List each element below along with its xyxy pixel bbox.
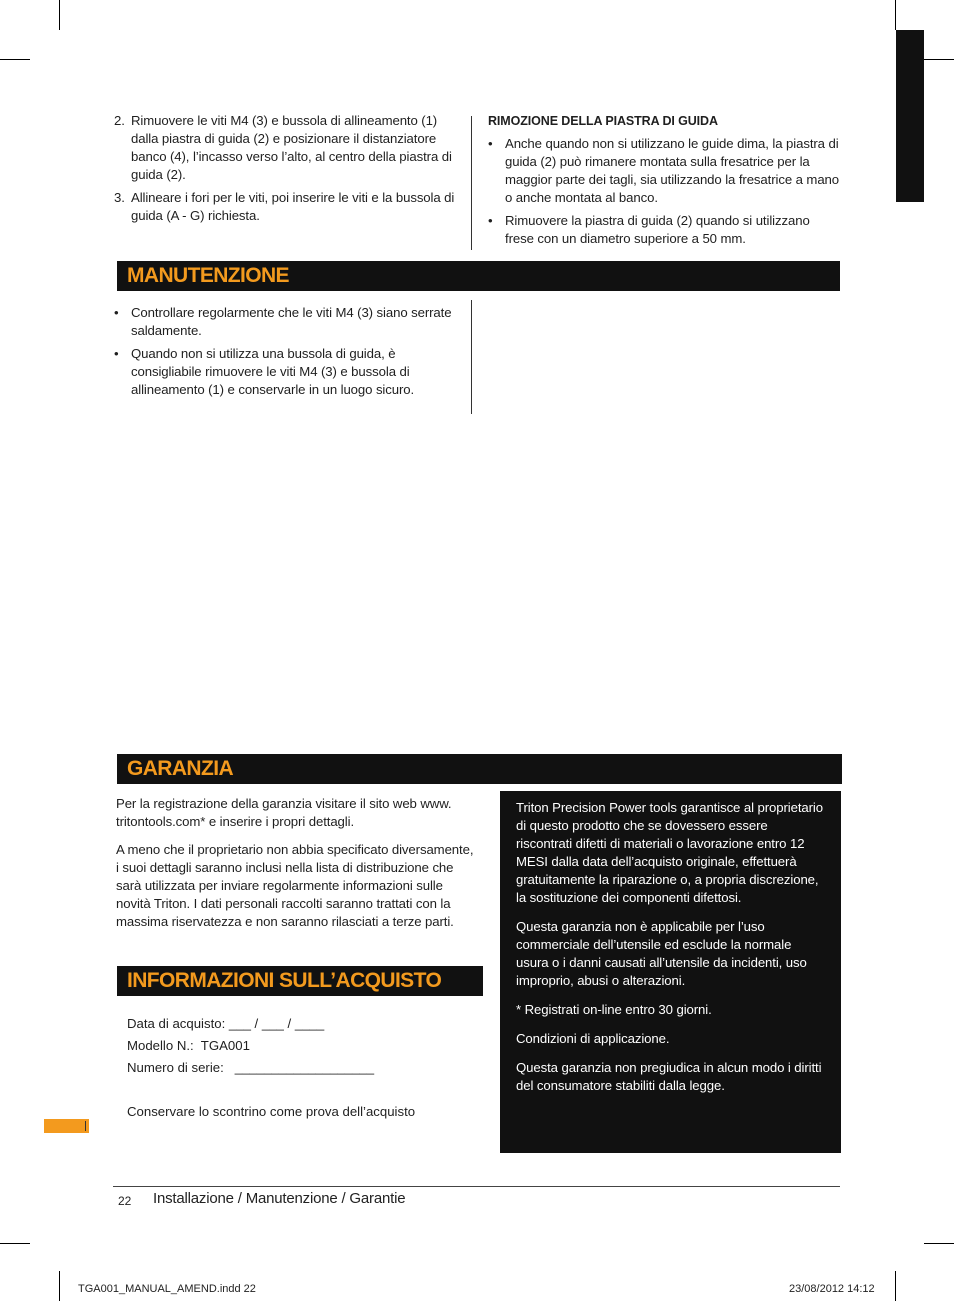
language-marker-strip <box>44 1119 89 1133</box>
paragraph: Questa garanzia non pregiudica in alcun modo i diritti del consumatore stabiliti dalla legge. <box>516 1060 822 1093</box>
crop-mark <box>895 0 896 30</box>
receipt-note: Conservare lo scontrino come prova dell’acquisto <box>127 1104 416 1119</box>
crop-mark <box>0 1243 30 1244</box>
step-text: Allineare i fori per le viti, poi inserire le viti e la bussola di guida (A - G) richiesta. <box>131 190 455 223</box>
column-divider <box>471 300 472 414</box>
file-name: TGA001_MANUAL_AMEND.indd 22 <box>78 1283 256 1295</box>
page-number: 22 <box>118 1194 132 1208</box>
step-item <box>114 189 464 225</box>
maintenance-list <box>114 304 459 404</box>
crop-mark <box>0 59 30 60</box>
step-number: 3. <box>114 190 125 205</box>
section-title: GARANZIA <box>127 757 234 780</box>
paragraph: Questa garanzia non è applicabile per l’uso commerciale dell’utensile ed esclude la normale usura o i danni causati all’utensile da incidenti, uso improprio, abusi o alterazioni. <box>516 919 807 988</box>
maintenance-header <box>117 261 840 291</box>
bullet-icon: • <box>114 346 119 361</box>
section-title: INFORMAZIONI SULL’ACQUISTO <box>127 969 442 992</box>
list-item <box>488 212 840 248</box>
step-item <box>114 112 464 184</box>
step-number: 2. <box>114 113 125 128</box>
list-item <box>488 135 840 207</box>
model-number-line: Modello N.: TGA001 <box>127 1038 250 1053</box>
footer-section-title: Installazione / Manutenzione / Garantie <box>153 1190 406 1207</box>
purchase-info-header <box>117 966 483 996</box>
guide-plate-removal <box>488 112 840 253</box>
list-item-text: Rimuovere la piastra di guida (2) quando si utilizzano frese con un diametro superiore a 50 mm. <box>505 213 810 246</box>
purchase-date-line: Data di acquisto: ___ / ___ / ____ <box>127 1016 325 1031</box>
crop-mark <box>895 1271 896 1301</box>
serial-number-line: Numero di serie: ___________________ <box>127 1060 375 1075</box>
paragraph: Per la registrazione della garanzia visitare il sito web www. tritontools.com* e inserire i propri dettagli. <box>116 796 452 829</box>
bullet-icon: • <box>488 136 493 151</box>
paragraph: Condizioni di applicazione. <box>516 1031 670 1046</box>
paragraph: Triton Precision Power tools garantisce al proprietario di questo prodotto che se dovessero essere riscontrati difetti di materiali o lavorazione entro 12 MESI dalla data dell’acquisto originale, effettuerà gratuitamente la riparazione o, a propria discrezione, la sostituzione dei componenti difettosi. <box>516 800 823 905</box>
installation-steps <box>114 112 464 230</box>
paragraph: A meno che il proprietario non abbia specificato diversamente, i suoi dettagli saranno inclusi nella lista di distribuzione che sarà utilizzata per inviare regolarmente informazioni sulle novità Triton. I dati personali raccolti saranno trattati con la massima riservatezza e non saranno rilasciati a terze parti. <box>116 842 474 929</box>
section-subheading: RIMOZIONE DELLA PIASTRA DI GUIDA <box>488 114 718 128</box>
paragraph: * Registrati on-line entro 30 giorni. <box>516 1002 712 1017</box>
language-side-tab <box>896 30 924 202</box>
list-item <box>114 304 459 340</box>
bullet-icon: • <box>114 305 119 320</box>
column-divider <box>471 116 472 250</box>
step-text: Rimuovere le viti M4 (3) e bussola di allineamento (1) dalla piastra di guida (2) e posizionare il distanziatore banco (4), l’incasso verso l’alto, al centro della piastra di guida (2). <box>131 113 452 182</box>
footer-divider <box>113 1186 840 1187</box>
warranty-terms-box <box>500 791 841 1153</box>
warranty-header <box>117 754 842 784</box>
print-timestamp: 23/08/2012 14:12 <box>789 1283 875 1295</box>
bullet-icon: • <box>488 213 493 228</box>
list-item-text: Anche quando non si utilizzano le guide dima, la piastra di guida (2) può rimanere montata sulla fresatrice per la maggior parte dei tagli, sia utilizzando la fresatrice a mano o anche montata al banco. <box>505 136 840 205</box>
warranty-registration <box>116 795 478 941</box>
purchase-form <box>127 1013 415 1123</box>
crop-mark <box>59 1271 60 1301</box>
crop-mark <box>924 1243 954 1244</box>
list-item-text: Quando non si utilizza una bussola di guida, è consigliabile rimuovere le viti M4 (3) e bussola di allineamento (1) e conservarle in un luogo sicuro. <box>131 346 415 397</box>
crop-mark <box>924 59 954 60</box>
list-item-text: Controllare regolarmente che le viti M4 (3) siano serrate saldamente. <box>131 305 452 338</box>
list-item <box>114 345 459 399</box>
section-title: MANUTENZIONE <box>127 264 289 287</box>
crop-mark <box>59 0 60 30</box>
strip-tick <box>85 1121 86 1131</box>
